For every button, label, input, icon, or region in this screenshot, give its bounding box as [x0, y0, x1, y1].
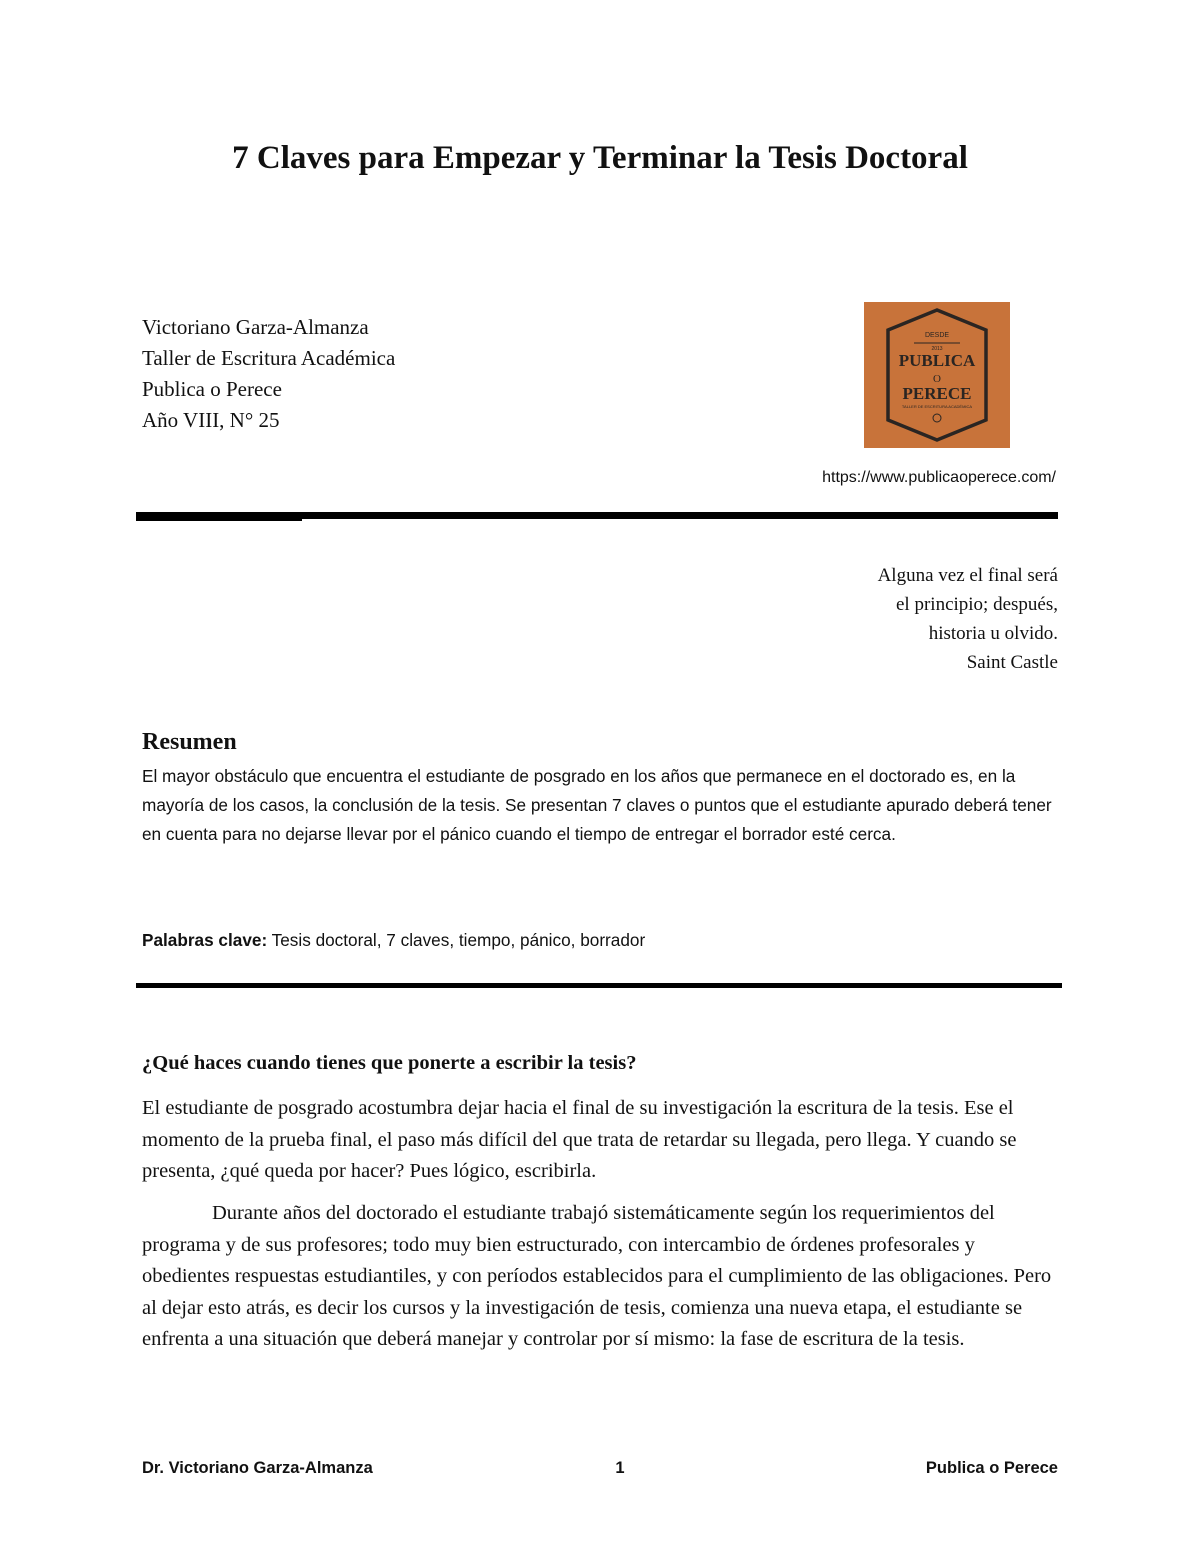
logo-tagline: TALLER DE ESCRITURA ACADÉMICA: [901, 404, 973, 409]
logo-line2: PERECE: [902, 384, 972, 403]
epigraph-line: el principio; después,: [896, 594, 1058, 615]
logo-top-text: DESDE: [924, 332, 950, 339]
website-link[interactable]: https://www.publicaoperece.com/: [822, 469, 1056, 486]
epigraph: [878, 561, 1058, 677]
author-name: Victoriano Garza-Almanza: [142, 315, 369, 339]
keywords: [142, 930, 645, 951]
workshop-name: Taller de Escritura Académica: [142, 346, 396, 370]
logo-small-text: 2013: [931, 346, 943, 352]
author-block: [142, 312, 395, 436]
publica-o-perece-logo: [864, 302, 1010, 448]
header-divider-accent: [136, 517, 302, 521]
keywords-label: Palabras clave:: [142, 930, 268, 950]
keywords-value: Tesis doctoral, 7 claves, tiempo, pánico, borrador: [267, 930, 646, 950]
footer-author: Dr. Victoriano Garza-Almanza: [142, 1459, 373, 1477]
section-heading: ¿Qué haces cuando tienes que ponerte a escribir la tesis?: [142, 1052, 637, 1074]
abstract-text: El mayor obstáculo que encuentra el estudiante de posgrado en los años que permanece en el doctorado es, en la mayoría de los casos, la conclusión de la tesis. Se presentan 7 claves o puntos que el estudiante apurado deberá tener en cuenta para no dejarse llevar por el pánico cuando el tiempo de entregar el borrador esté cerca.: [142, 766, 1052, 844]
epigraph-line: historia u olvido.: [928, 623, 1058, 644]
epigraph-author: Saint Castle: [966, 652, 1058, 673]
abstract-heading: Resumen: [142, 729, 237, 755]
body-paragraph: El estudiante de posgrado acostumbra dejar hacia el final de su investigación la escritura de la tesis. Ese el momento de la prueba final, el paso más difícil del que trata de retardar su llegada, pero llega. Y cuando se presenta, ¿qué queda por hacer? Pues lógico, escribirla.: [142, 1097, 1017, 1182]
logo-line1: PUBLICA: [898, 351, 976, 370]
publication-name: Publica o Perece: [142, 377, 282, 401]
document-title: 7 Claves para Empezar y Terminar la Tesis Doctoral: [232, 140, 968, 176]
abstract-divider: [136, 983, 1062, 988]
footer-publication: Publica o Perece: [925, 1459, 1058, 1477]
epigraph-line: Alguna vez el final será: [877, 565, 1058, 586]
body-paragraph: Durante años del doctorado el estudiante trabajó sistemáticamente según los requerimientos del programa y de sus profesores; todo muy bien estructurado, con intercambio de órdenes profesorales y obedientes respuestas estudiantiles, y con períodos establecidos para el cumplimiento de las obligaciones. Pero al dejar esto atrás, es decir los cursos y la investigación de tesis, comienza una nueva etapa, el estudiante se enfrenta a una situación que deberá manejar y controlar por sí mismo: la fase de escritura de la tesis.: [142, 1202, 1052, 1350]
logo-middle: O: [933, 373, 941, 385]
issue-number: Año VIII, N° 25: [142, 408, 280, 432]
footer-page-number: 1: [615, 1459, 625, 1477]
